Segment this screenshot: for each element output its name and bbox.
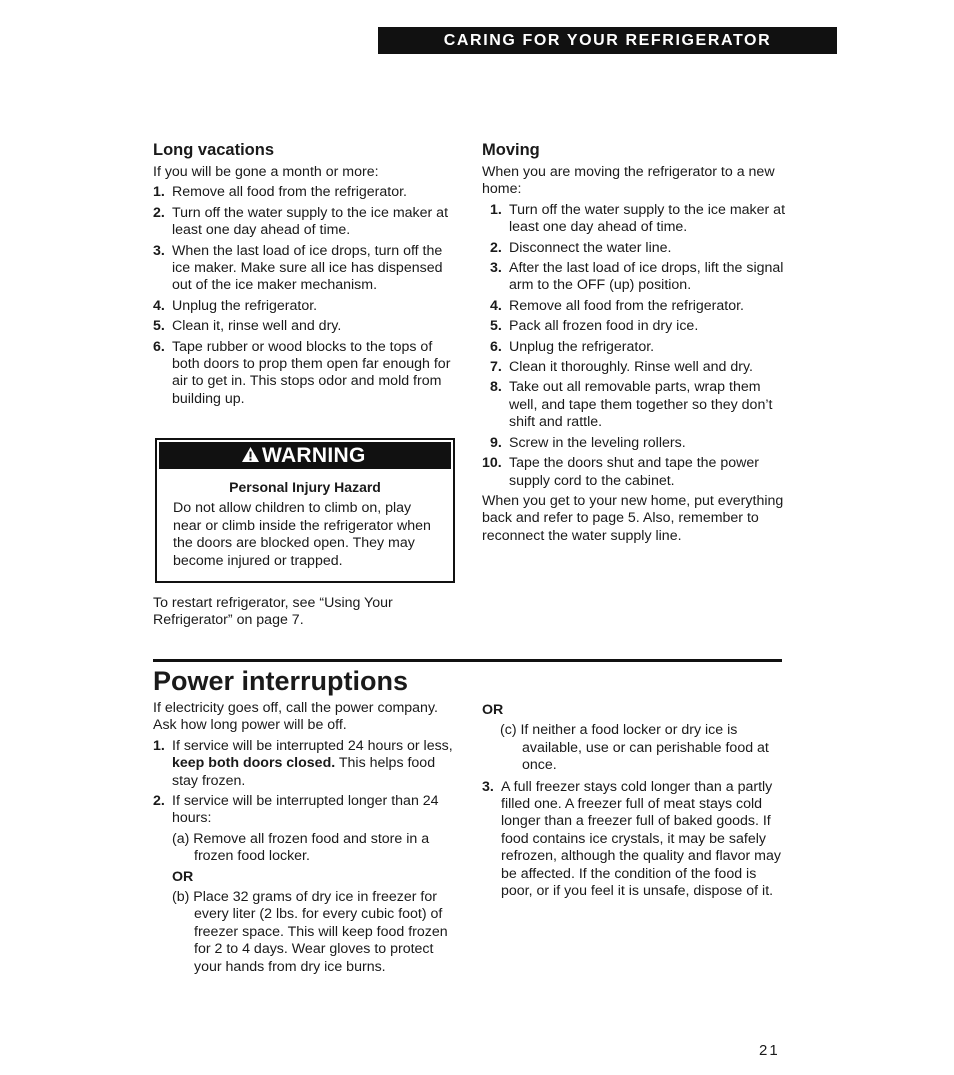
step-number: 8.	[490, 379, 502, 396]
step-text: When the last load of ice drops, turn off the ice maker. Make sure all ice has dispensed out of the ice maker mechanism.	[172, 242, 443, 294]
step-number: 1.	[153, 737, 165, 754]
long-vacations-intro: If you will be gone a month or more:	[153, 164, 379, 180]
step-number: 6.	[490, 338, 502, 355]
or-label: OR	[172, 868, 194, 885]
list-item	[490, 339, 792, 356]
page-number: 21	[759, 1042, 780, 1059]
step-number: 6.	[153, 338, 165, 355]
step-number: 2.	[153, 204, 165, 221]
step-text: Unplug the refrigerator.	[172, 297, 318, 314]
list-item	[153, 738, 455, 790]
sub-step-b: (b) Place 32 grams of dry ice in freezer for every liter (2 lbs. for every cubic foot) of freezer space. This will keep food frozen for 2 to 4 days. Wear gloves to protect your hands from dry ice burns.	[172, 889, 448, 975]
section-header: CARING FOR YOUR REFRIGERATOR	[378, 27, 837, 54]
list-item	[490, 260, 792, 295]
step-number: 5.	[153, 318, 165, 335]
power-intro: If electricity goes off, call the power company. Ask how long power will be off.	[153, 700, 438, 734]
list-item	[490, 240, 792, 257]
list-item	[490, 379, 792, 431]
list-item	[490, 318, 792, 335]
list-item	[153, 298, 463, 315]
moving-section	[482, 140, 792, 548]
step-number: 7.	[490, 359, 502, 376]
step-text: After the last load of ice drops, lift the signal arm to the OFF (up) position.	[509, 260, 784, 294]
step-number: 2.	[490, 239, 502, 256]
warning-subtitle: Personal Injury Hazard	[229, 479, 381, 495]
step-number: 4.	[490, 297, 502, 314]
sub-step-a: (a) Remove all frozen food and store in a frozen food locker.	[172, 830, 430, 865]
list-item	[490, 359, 792, 376]
moving-outro: When you get to your new home, put everything back and refer to page 5. Also, remember to reconnect the water supply line.	[482, 492, 784, 544]
step-number: 1.	[153, 184, 165, 201]
moving-steps	[482, 202, 792, 490]
step-text: Turn off the water supply to the ice maker at least one day ahead of time.	[172, 204, 449, 239]
step-number: 3.	[490, 260, 502, 277]
step-number: 5.	[490, 318, 502, 335]
step-text: If service will be interrupted longer than 24 hours:	[172, 793, 439, 827]
step-number: 2.	[153, 793, 165, 810]
warning-body: Do not allow children to climb on, play near or climb inside the refrigerator when the doors are blocked open. They may become injured or trapped.	[173, 500, 431, 569]
step-text: Remove all food from the refrigerator.	[172, 184, 407, 201]
list-item	[153, 318, 463, 335]
list-item	[490, 298, 792, 315]
power-right-column	[482, 700, 788, 903]
moving-heading: Moving	[482, 141, 540, 159]
step-text: Disconnect the water line.	[509, 239, 672, 256]
step-text: Clean it, rinse well and dry.	[172, 318, 342, 335]
power-left-column	[153, 700, 455, 979]
step-text: Tape the doors shut and tape the power supply cord to the cabinet.	[509, 455, 760, 489]
step-emphasis: keep both doors closed.	[172, 755, 336, 772]
or-label: OR	[482, 702, 504, 718]
list-item	[482, 455, 792, 490]
list-item	[153, 184, 463, 201]
step-text: This helps food stay frozen.	[172, 755, 436, 789]
warning-triangle-icon	[241, 446, 260, 463]
list-item	[153, 243, 463, 295]
step-number: 3.	[482, 778, 494, 795]
list-item	[153, 793, 455, 828]
long-vacations-section	[153, 140, 463, 411]
step-number: 10.	[482, 455, 502, 472]
step-text: Turn off the water supply to the ice maker at least one day ahead of time.	[509, 201, 786, 236]
power-steps-right	[482, 779, 788, 901]
warning-title: WARNING	[262, 444, 366, 467]
section-divider	[153, 659, 782, 662]
step-text: Pack all frozen food in dry ice.	[509, 318, 699, 335]
step-text: A full freezer stays cold longer than a partly filled one. A freezer full of meat stays cold longer than a freezer full of baked goods. If food contains ice crystals, it may be safely refrozen, although the quality and flavor may be affected. If the condition of the food is poor, or if you feel it is unsafe, dispose of it.	[501, 778, 781, 900]
step-number: 4.	[153, 297, 165, 314]
warning-title-bar	[159, 442, 451, 469]
step-text: Take out all removable parts, wrap them well, and tape them together so they don’t shift and rattle.	[509, 379, 773, 431]
warning-box	[155, 438, 455, 583]
list-item	[153, 205, 463, 240]
step-text: Remove all food from the refrigerator.	[509, 297, 744, 314]
step-text: Screw in the leveling rollers.	[509, 434, 686, 451]
list-item	[153, 339, 463, 409]
list-item	[482, 779, 788, 901]
list-item	[490, 435, 792, 452]
power-steps-left	[153, 738, 455, 828]
sub-step-c: (c) If neither a food locker or dry ice is available, use or can perishable food at once.	[500, 722, 769, 774]
moving-intro: When you are moving the refrigerator to a new home:	[482, 164, 775, 198]
list-item	[490, 202, 792, 237]
step-text: Unplug the refrigerator.	[509, 338, 655, 355]
step-number: 3.	[153, 242, 165, 259]
step-number: 1.	[490, 201, 502, 218]
long-vacations-heading: Long vacations	[153, 141, 275, 159]
step-text: Tape rubber or wood blocks to the tops of both doors to prop them open far enough for air to get in. This stops odor and mold from building up.	[172, 338, 451, 407]
step-text: Clean it thoroughly. Rinse well and dry.	[509, 359, 753, 376]
step-text: If service will be interrupted 24 hours or less,	[172, 737, 453, 754]
restart-note: To restart refrigerator, see “Using Your Refrigerator” on page 7.	[153, 595, 393, 629]
power-interruptions-heading: Power interruptions	[153, 666, 409, 696]
step-number: 9.	[490, 434, 502, 451]
long-vacations-steps	[153, 184, 463, 408]
